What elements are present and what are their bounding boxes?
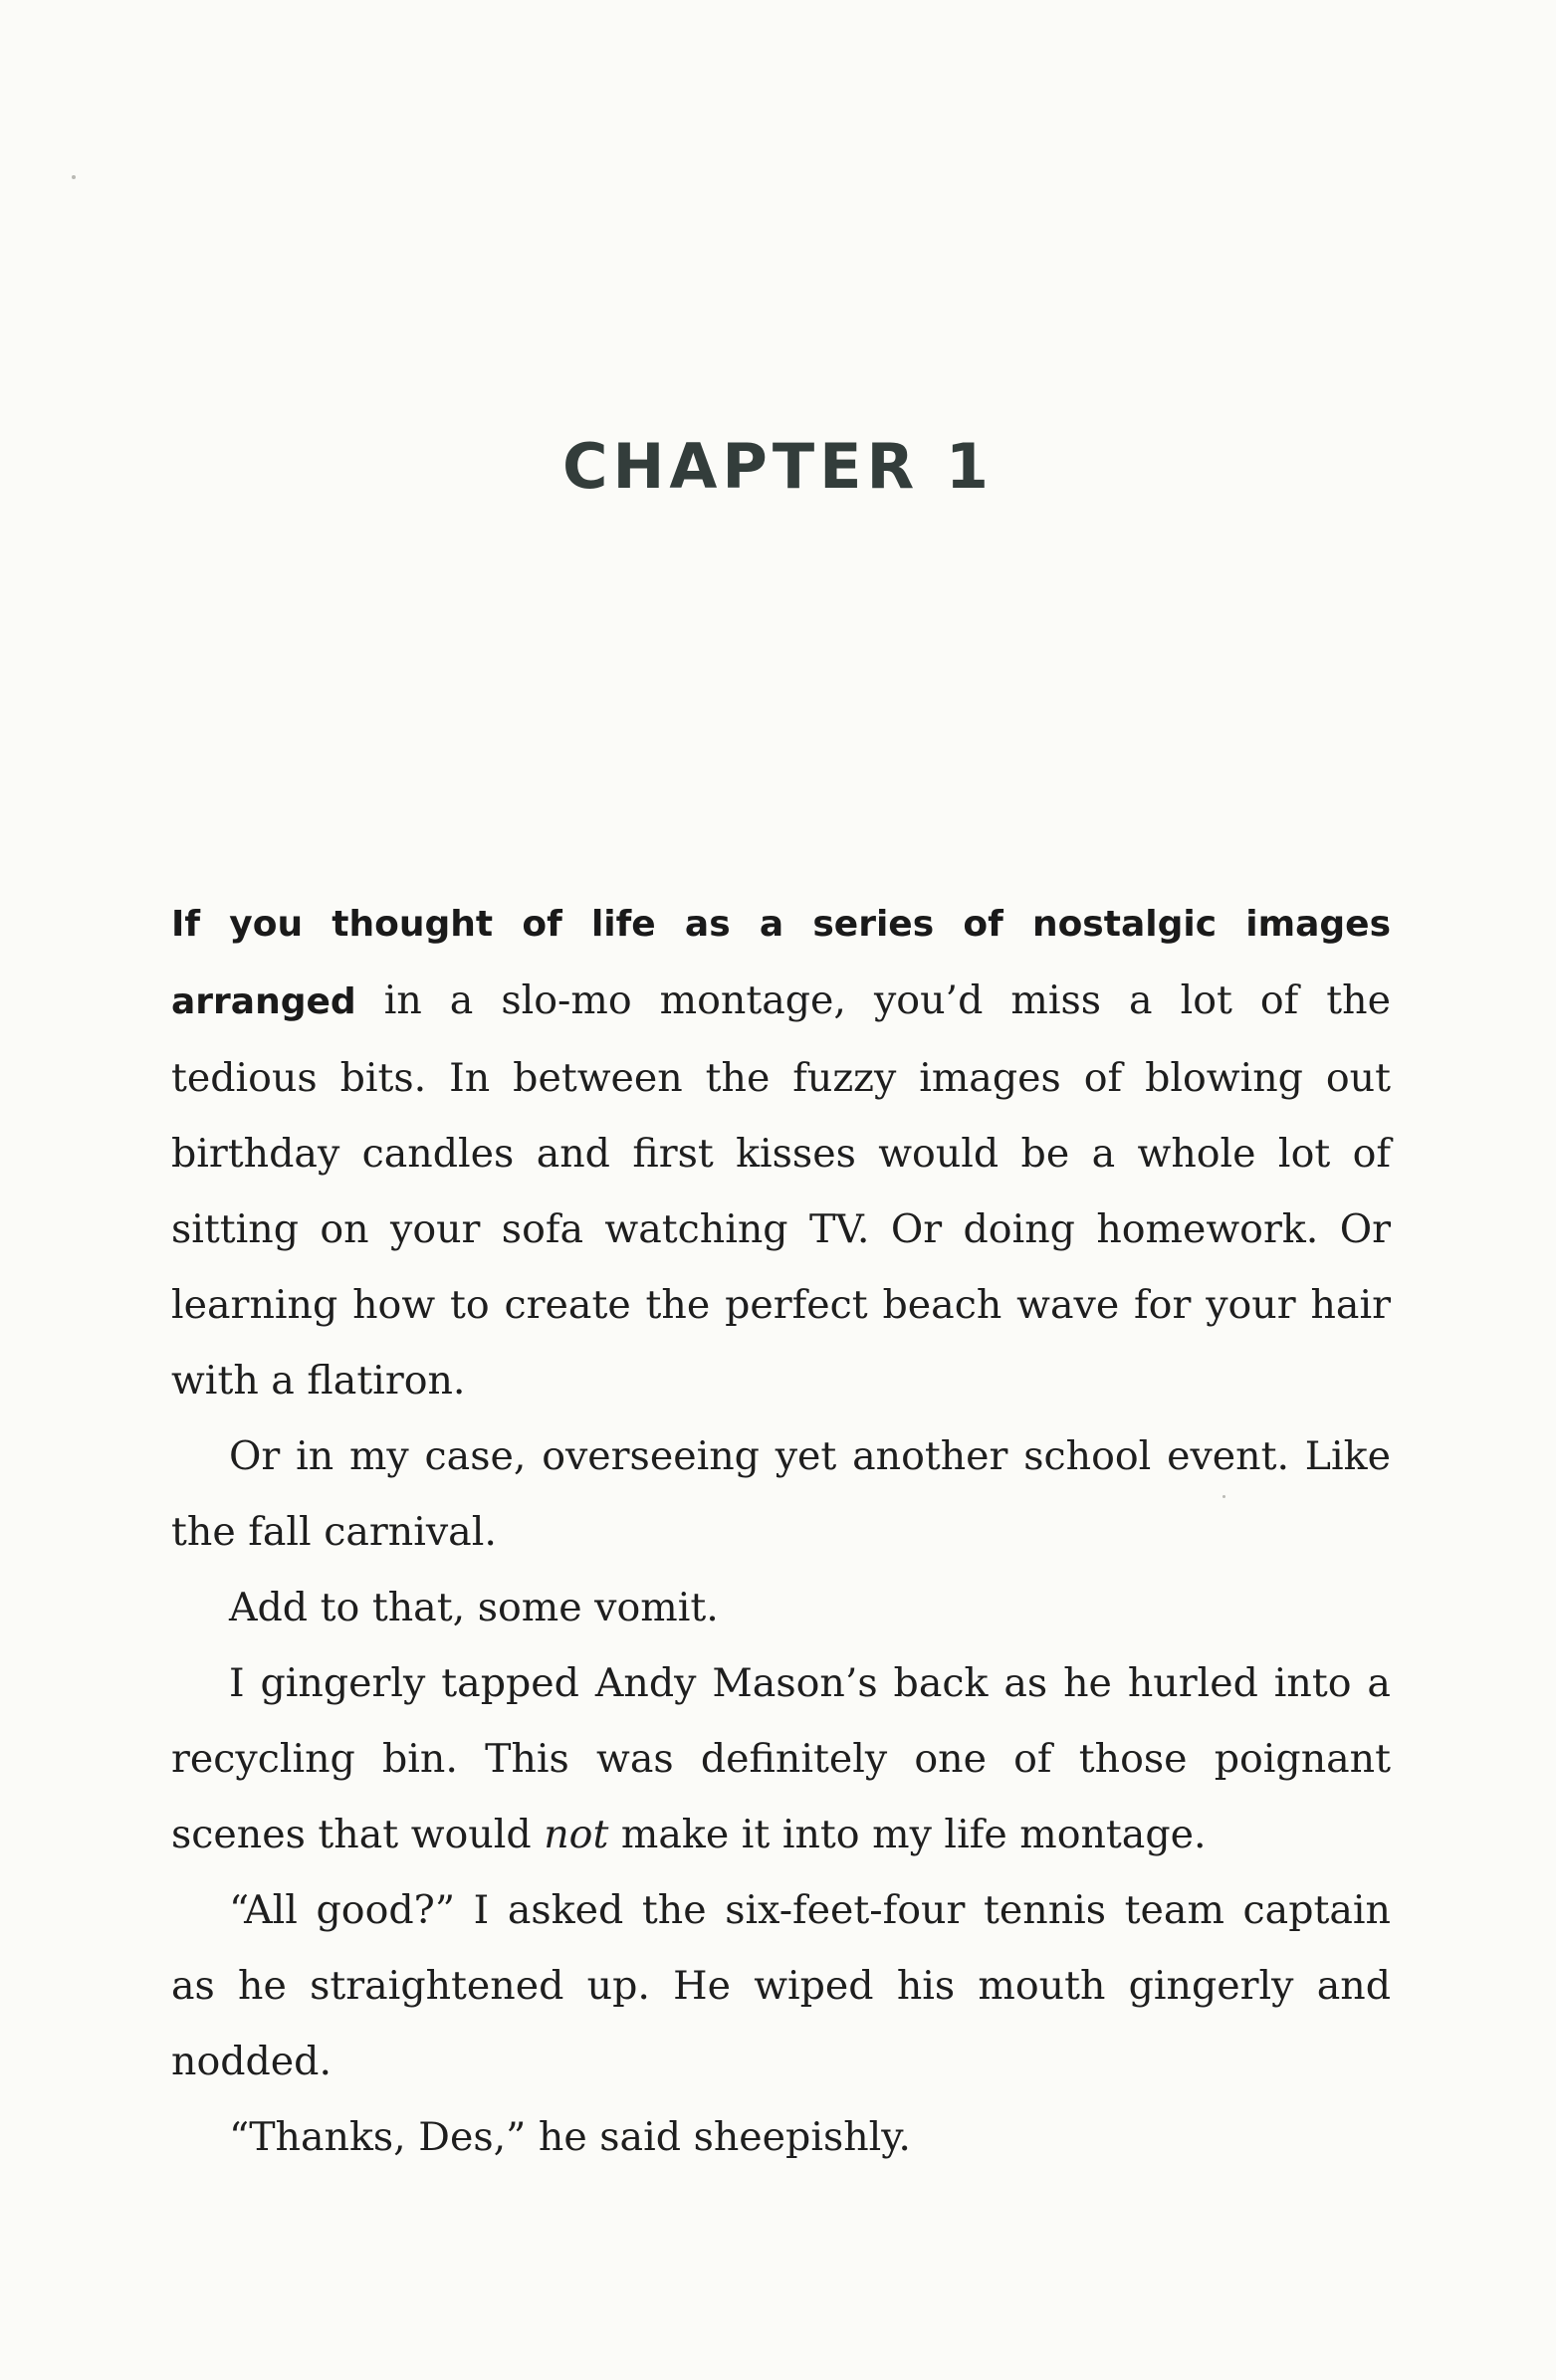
lead-in-text: If you thought of life as a series of nostalgic images arranged: [171, 904, 1391, 1022]
paragraph-2: Or in my case, overseeing yet another school event. Like the fall carnival.: [171, 1433, 1391, 1555]
paragraph-4: [171, 1645, 1391, 1872]
paper-speck: [72, 175, 76, 179]
chapter-body: [171, 885, 1391, 2175]
chapter-title: CHAPTER 1: [562, 430, 994, 503]
paragraph-1: [171, 885, 1391, 1418]
paragraph-6: “Thanks, Des,” he said sheepishly.: [229, 2114, 911, 2160]
paragraph-3: Add to that, some vomit.: [229, 1585, 719, 1630]
paragraph-1-text: in a slo-mo montage, you’d miss a lot of the tedious bits. In between the fuzzy images of blowing out birthday candles and first kisses would be a whole lot of sitting on your sofa watching TV. Or doing homework. Or learning how to create the perfect beach wave for your hair with a flatiron.: [171, 977, 1391, 1404]
emphasized-word: not: [544, 1812, 609, 1857]
paragraph-4-after: make it into my life montage.: [620, 1812, 1207, 1857]
paragraph-4-before: I gingerly tapped Andy Mason’s back as he hurled into a recycling bin. This was definitely one of those poignant scenes that would: [171, 1660, 1391, 1857]
paragraph-5: “All good?” I asked the six-feet-four tennis team captain as he straightened up. He wiped his mouth gingerly and nodded.: [171, 1887, 1391, 2084]
